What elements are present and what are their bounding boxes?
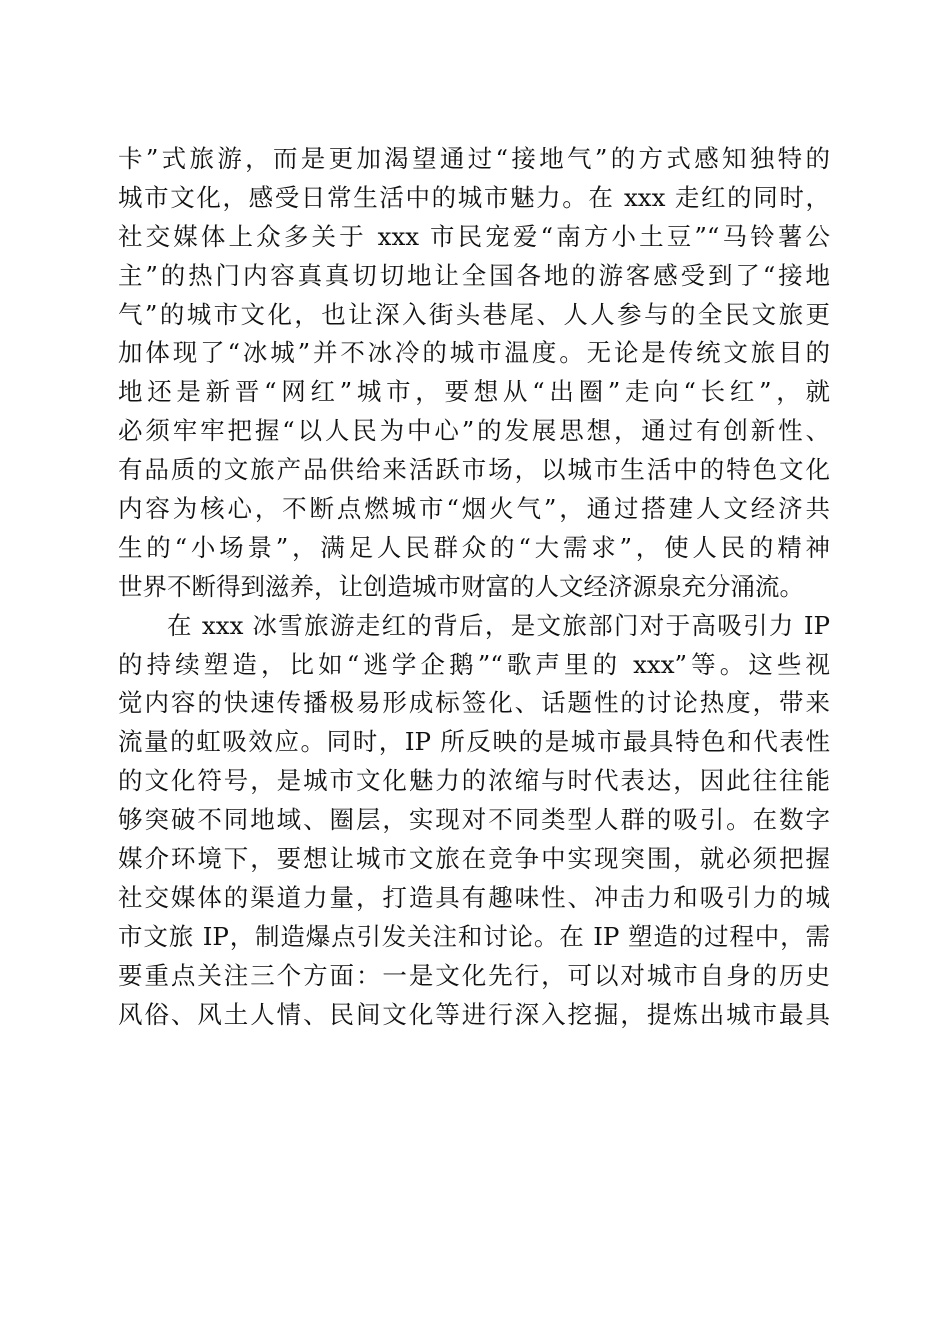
paragraph-1-line-4: 主”的热门内容真真切切地让全国各地的游客感受到了“接地 xyxy=(118,260,830,290)
paragraph-2-line-10: 要重点关注三个方面：一是文化先行，可以对城市自身的历史 xyxy=(118,960,830,990)
paragraph-1-line-11: 生的“小场景”，满足人民群众的“大需求”，使人民的精神 xyxy=(118,532,830,562)
paragraph-2-line-4: 流量的虹吸效应。同时，IP 所反映的是城市最具特色和代表性 xyxy=(118,727,830,757)
paragraph-1-line-6: 加体现了“冰城”并不冰冷的城市温度。无论是传统文旅目的 xyxy=(118,338,830,368)
paragraph-2-line-7: 媒介环境下，要想让城市文旅在竞争中实现突围，就必须把握 xyxy=(118,844,830,874)
paragraph-1-line-8: 必须牢牢把握“以人民为中心”的发展思想，通过有创新性、 xyxy=(118,416,830,446)
paragraph-2-line-2: 的持续塑造，比如“逃学企鹅”“歌声里的 xxx”等。这些视 xyxy=(118,649,830,679)
paragraph-1-line-9: 有品质的文旅产品供给来活跃市场，以城市生活中的特色文化 xyxy=(118,455,830,485)
paragraph-1-line-7: 地还是新晋“网红”城市，要想从“出圈”走向“长红”，就 xyxy=(118,377,830,407)
paragraph-2-line-1: 在 xxx 冰雪旅游走红的背后，是文旅部门对于高吸引力 IP xyxy=(167,610,830,640)
paragraph-2-line-9: 市文旅 IP，制造爆点引发关注和讨论。在 IP 塑造的过程中，需 xyxy=(118,921,830,951)
paragraph-2-line-11: 风俗、风土人情、民间文化等进行深入挖掘，提炼出城市最具 xyxy=(118,999,830,1029)
paragraph-2-line-8: 社交媒体的渠道力量，打造具有趣味性、冲击力和吸引力的城 xyxy=(118,882,830,912)
paragraph-1-line-12: 世界不断得到滋养，让创造城市财富的人文经济源泉充分涌流。 xyxy=(118,571,804,601)
paragraph-1-line-3: 社交媒体上众多关于 xxx 市民宠爱“南方小土豆”“马铃薯公 xyxy=(118,221,830,251)
paragraph-2-line-6: 够突破不同地域、圈层，实现对不同类型人群的吸引。在数字 xyxy=(118,805,830,835)
paragraph-2-line-3: 觉内容的快速传播极易形成标签化、话题性的讨论热度，带来 xyxy=(118,688,830,718)
paragraph-1-line-2: 城市文化，感受日常生活中的城市魅力。在 xxx 走红的同时， xyxy=(118,182,830,212)
paragraph-1-line-5: 气”的城市文化，也让深入街头巷尾、人人参与的全民文旅更 xyxy=(118,299,830,329)
paragraph-2-line-5: 的文化符号，是城市文化魅力的浓缩与时代表达，因此往往能 xyxy=(118,766,830,796)
paragraph-1-line-1: 卡”式旅游，而是更加渴望通过“接地气”的方式感知独特的 xyxy=(118,144,830,173)
paragraph-1-line-10: 内容为核心，不断点燃城市“烟火气”，通过搭建人文经济共 xyxy=(118,494,830,524)
body-text xyxy=(118,140,830,1034)
